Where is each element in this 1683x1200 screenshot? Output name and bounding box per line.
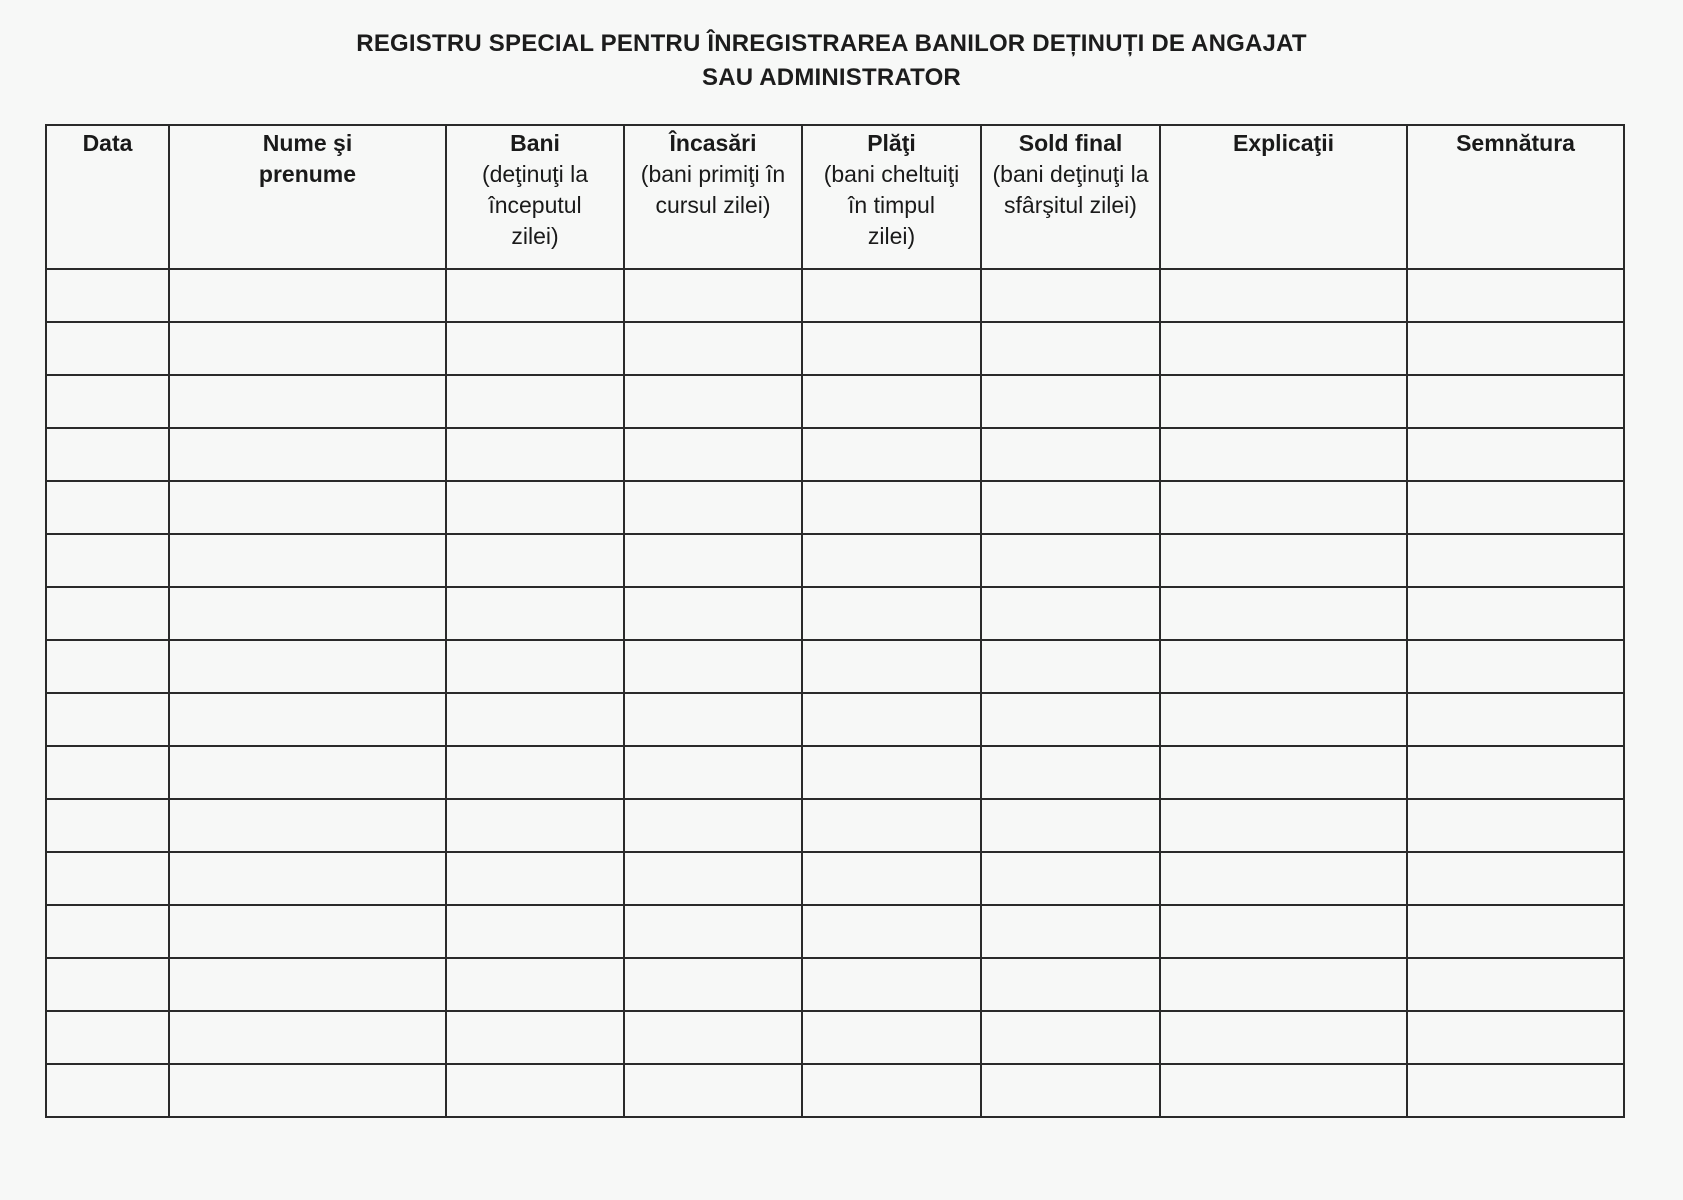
- cell-sold[interactable]: [981, 375, 1160, 428]
- register-body: [46, 269, 1624, 1117]
- cell-nume[interactable]: [169, 905, 446, 958]
- cell-data[interactable]: [46, 534, 169, 587]
- cell-plati[interactable]: [802, 746, 981, 799]
- cell-explicatii[interactable]: [1160, 852, 1407, 905]
- cell-data[interactable]: [46, 746, 169, 799]
- cell-plati[interactable]: [802, 1011, 981, 1064]
- cell-nume[interactable]: [169, 375, 446, 428]
- cell-incasari[interactable]: [624, 746, 802, 799]
- cell-explicatii[interactable]: [1160, 1011, 1407, 1064]
- cell-data[interactable]: [46, 481, 169, 534]
- cell-incasari[interactable]: [624, 481, 802, 534]
- column-header-label: Data: [82, 130, 133, 156]
- cell-plati[interactable]: [802, 534, 981, 587]
- column-header-description: (deţinuţi la începutul zilei): [481, 161, 589, 249]
- cell-sold[interactable]: [981, 481, 1160, 534]
- cell-sold[interactable]: [981, 1011, 1160, 1064]
- cell-nume[interactable]: [169, 693, 446, 746]
- cell-sold[interactable]: [981, 322, 1160, 375]
- table-row: [46, 746, 1624, 799]
- cell-incasari[interactable]: [624, 905, 802, 958]
- cell-bani[interactable]: [446, 905, 624, 958]
- table-row: [46, 428, 1624, 481]
- cell-incasari[interactable]: [624, 693, 802, 746]
- cell-sold[interactable]: [981, 640, 1160, 693]
- cell-incasari[interactable]: [624, 958, 802, 1011]
- cell-semnatura[interactable]: [1407, 375, 1624, 428]
- cell-plati[interactable]: [802, 587, 981, 640]
- cell-bani[interactable]: [446, 640, 624, 693]
- cell-bani[interactable]: [446, 428, 624, 481]
- cell-semnatura[interactable]: [1407, 905, 1624, 958]
- cell-incasari[interactable]: [624, 640, 802, 693]
- cell-sold[interactable]: [981, 746, 1160, 799]
- cell-sold[interactable]: [981, 905, 1160, 958]
- cell-bani[interactable]: [446, 958, 624, 1011]
- table-row: [46, 1011, 1624, 1064]
- cell-plati[interactable]: [802, 799, 981, 852]
- table-row: [46, 799, 1624, 852]
- cell-explicatii[interactable]: [1160, 481, 1407, 534]
- cell-data[interactable]: [46, 693, 169, 746]
- column-header-label: Sold final: [1018, 130, 1123, 156]
- cell-data[interactable]: [46, 1064, 169, 1117]
- cell-explicatii[interactable]: [1160, 322, 1407, 375]
- cell-incasari[interactable]: [624, 1011, 802, 1064]
- cell-plati[interactable]: [802, 958, 981, 1011]
- table-row: [46, 587, 1624, 640]
- column-header-label: Semnătura: [1456, 130, 1575, 156]
- cell-semnatura[interactable]: [1407, 428, 1624, 481]
- cell-semnatura[interactable]: [1407, 958, 1624, 1011]
- cell-plati[interactable]: [802, 640, 981, 693]
- cell-plati[interactable]: [802, 852, 981, 905]
- cell-data[interactable]: [46, 958, 169, 1011]
- cell-incasari[interactable]: [624, 852, 802, 905]
- cell-sold[interactable]: [981, 269, 1160, 322]
- column-header-description: (bani primiţi în cursul zilei): [640, 161, 786, 218]
- column-header-sold: [981, 125, 1160, 269]
- cell-data[interactable]: [46, 322, 169, 375]
- cell-explicatii[interactable]: [1160, 587, 1407, 640]
- cell-incasari[interactable]: [624, 534, 802, 587]
- column-header-bani: [446, 125, 624, 269]
- column-header-data: [46, 125, 169, 269]
- cell-data[interactable]: [46, 852, 169, 905]
- cell-semnatura[interactable]: [1407, 852, 1624, 905]
- cell-semnatura[interactable]: [1407, 640, 1624, 693]
- cell-plati[interactable]: [802, 481, 981, 534]
- cell-bani[interactable]: [446, 322, 624, 375]
- cell-incasari[interactable]: [624, 799, 802, 852]
- cell-explicatii[interactable]: [1160, 958, 1407, 1011]
- cell-nume[interactable]: [169, 534, 446, 587]
- column-header-label: Explicaţii: [1233, 130, 1334, 156]
- cell-data[interactable]: [46, 375, 169, 428]
- cell-semnatura[interactable]: [1407, 322, 1624, 375]
- cell-nume[interactable]: [169, 587, 446, 640]
- cell-sold[interactable]: [981, 534, 1160, 587]
- column-header-explicatii: [1160, 125, 1407, 269]
- cell-semnatura[interactable]: [1407, 693, 1624, 746]
- cell-data[interactable]: [46, 640, 169, 693]
- page-subtitle: SAU ADMINISTRATOR: [702, 64, 961, 91]
- cell-semnatura[interactable]: [1407, 746, 1624, 799]
- cell-nume[interactable]: [169, 1011, 446, 1064]
- cell-plati[interactable]: [802, 428, 981, 481]
- table-row: [46, 375, 1624, 428]
- cell-incasari[interactable]: [624, 322, 802, 375]
- cell-explicatii[interactable]: [1160, 746, 1407, 799]
- cell-explicatii[interactable]: [1160, 428, 1407, 481]
- cell-data[interactable]: [46, 799, 169, 852]
- cell-data[interactable]: [46, 269, 169, 322]
- column-header-label: Încasări: [669, 130, 757, 156]
- register-table: [45, 124, 1625, 1118]
- column-header-description: (bani deţinuţi la sfârşitul zilei): [992, 161, 1149, 218]
- column-header-nume: [169, 125, 446, 269]
- header-row: [46, 125, 1624, 269]
- cell-semnatura[interactable]: [1407, 1011, 1624, 1064]
- cell-explicatii[interactable]: [1160, 799, 1407, 852]
- cell-nume[interactable]: [169, 746, 446, 799]
- cell-data[interactable]: [46, 587, 169, 640]
- cell-bani[interactable]: [446, 481, 624, 534]
- page-title: REGISTRU SPECIAL PENTRU ÎNREGISTRAREA BANILOR DEȚINUȚI DE ANGAJAT: [356, 30, 1307, 57]
- cell-explicatii[interactable]: [1160, 693, 1407, 746]
- table-row: [46, 322, 1624, 375]
- cell-bani[interactable]: [446, 693, 624, 746]
- cell-sold[interactable]: [981, 852, 1160, 905]
- cell-bani[interactable]: [446, 269, 624, 322]
- cell-data[interactable]: [46, 428, 169, 481]
- table-row: [46, 1064, 1624, 1117]
- cell-nume[interactable]: [169, 852, 446, 905]
- cell-sold[interactable]: [981, 799, 1160, 852]
- cell-sold[interactable]: [981, 1064, 1160, 1117]
- cell-data[interactable]: [46, 905, 169, 958]
- table-row: [46, 958, 1624, 1011]
- cell-bani[interactable]: [446, 852, 624, 905]
- cell-semnatura[interactable]: [1407, 1064, 1624, 1117]
- cell-data[interactable]: [46, 1011, 169, 1064]
- cell-nume[interactable]: [169, 428, 446, 481]
- cell-explicatii[interactable]: [1160, 1064, 1407, 1117]
- cell-nume[interactable]: [169, 269, 446, 322]
- cell-nume[interactable]: [169, 958, 446, 1011]
- cell-bani[interactable]: [446, 799, 624, 852]
- table-row: [46, 852, 1624, 905]
- cell-explicatii[interactable]: [1160, 375, 1407, 428]
- table-row: [46, 640, 1624, 693]
- table-row: [46, 481, 1624, 534]
- cell-plati[interactable]: [802, 693, 981, 746]
- cell-explicatii[interactable]: [1160, 269, 1407, 322]
- table-row: [46, 534, 1624, 587]
- cell-bani[interactable]: [446, 534, 624, 587]
- cell-semnatura[interactable]: [1407, 269, 1624, 322]
- cell-incasari[interactable]: [624, 269, 802, 322]
- cell-bani[interactable]: [446, 375, 624, 428]
- cell-plati[interactable]: [802, 269, 981, 322]
- cell-incasari[interactable]: [624, 1064, 802, 1117]
- cell-explicatii[interactable]: [1160, 905, 1407, 958]
- cell-nume[interactable]: [169, 1064, 446, 1117]
- cell-incasari[interactable]: [624, 375, 802, 428]
- cell-semnatura[interactable]: [1407, 481, 1624, 534]
- cell-sold[interactable]: [981, 428, 1160, 481]
- cell-semnatura[interactable]: [1407, 799, 1624, 852]
- cell-plati[interactable]: [802, 905, 981, 958]
- cell-sold[interactable]: [981, 587, 1160, 640]
- table-row: [46, 693, 1624, 746]
- column-header-description: (bani cheltuiţi în timpul zilei): [823, 161, 960, 249]
- cell-incasari[interactable]: [624, 587, 802, 640]
- column-header-semnatura: [1407, 125, 1624, 269]
- cell-bani[interactable]: [446, 1064, 624, 1117]
- cell-nume[interactable]: [169, 799, 446, 852]
- cell-bani[interactable]: [446, 1011, 624, 1064]
- column-header-label: Plăţi: [867, 130, 916, 156]
- cell-semnatura[interactable]: [1407, 534, 1624, 587]
- cell-plati[interactable]: [802, 375, 981, 428]
- cell-incasari[interactable]: [624, 428, 802, 481]
- column-header-label: Nume şi prenume: [258, 130, 357, 187]
- cell-nume[interactable]: [169, 481, 446, 534]
- cell-semnatura[interactable]: [1407, 587, 1624, 640]
- table-row: [46, 269, 1624, 322]
- cell-bani[interactable]: [446, 587, 624, 640]
- table-row: [46, 905, 1624, 958]
- column-header-label: Bani: [510, 130, 560, 156]
- cell-plati[interactable]: [802, 1064, 981, 1117]
- cell-sold[interactable]: [981, 958, 1160, 1011]
- cell-plati[interactable]: [802, 322, 981, 375]
- column-header-plati: [802, 125, 981, 269]
- cell-bani[interactable]: [446, 746, 624, 799]
- cell-nume[interactable]: [169, 322, 446, 375]
- cell-explicatii[interactable]: [1160, 640, 1407, 693]
- cell-explicatii[interactable]: [1160, 534, 1407, 587]
- column-header-incasari: [624, 125, 802, 269]
- cell-nume[interactable]: [169, 640, 446, 693]
- cell-sold[interactable]: [981, 693, 1160, 746]
